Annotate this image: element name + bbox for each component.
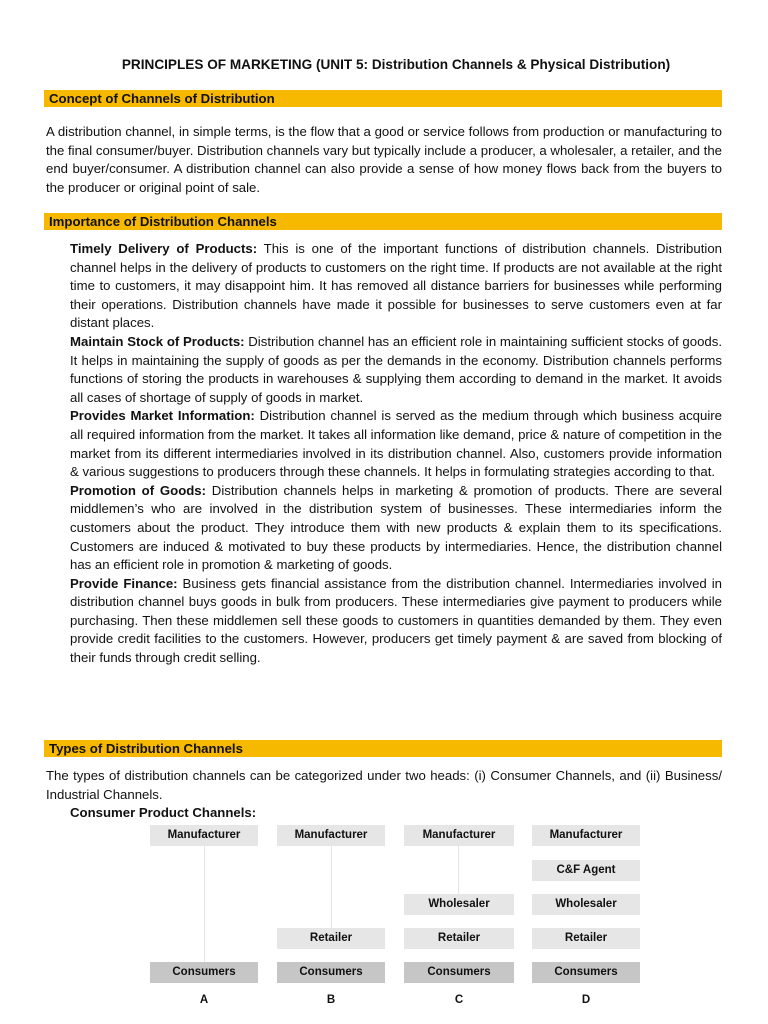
connector-b	[331, 846, 332, 928]
types-paragraph: The types of distribution channels can be categorized under two heads: (i) Consumer Channels, and (ii) Business/ Industrial Channels.	[46, 768, 722, 802]
item-text: This is one of the important functions of distribution channels. Distribution channel helps in the delivery of products to customers on the right time. If products are not available at the right time to customers, it may disappoint him. It has removed all distance barriers for businesses while performing their operations. Distribution channels have made it possible for businesses to serve customers even at far distant places.	[70, 241, 722, 331]
item-label: Timely Delivery of Products:	[70, 241, 258, 256]
list-item	[70, 407, 722, 481]
column-label-c: C	[454, 994, 464, 1006]
item-text: Business gets financial assistance from the distribution channel. Intermediaries involved in distribution channel buys goods in bulk from producers. These intermediaries give payment to producers while purchasing. Then these middlemen sell these goods to customers in quantities demanded by them. They even provide credit facilities to the customers. However, producers get timely payment & are saved from blocking of their funds through credit selling.	[70, 575, 722, 666]
box-consumers-a: Consumers	[150, 962, 258, 983]
box-retailer-c: Retailer	[404, 928, 514, 949]
page-title: PRINCIPLES OF MARKETING (UNIT 5: Distribution Channels & Physical Distribution)	[121, 57, 671, 72]
box-manufacturer-d: Manufacturer	[532, 825, 640, 846]
list-item	[70, 240, 722, 333]
item-label: Provides Market Information:	[70, 408, 255, 424]
box-consumers-c: Consumers	[404, 962, 514, 983]
section-heading-types: Types of Distribution Channels	[44, 740, 722, 757]
item-text: Distribution channels helps in marketing & promotion of products. There are several middlemen’s who are involved in the distribution system of businesses. These intermediaries inform the customers about the product. They introduce them with new products & explain them to its specifications. Customers are induced & motivated to buy these products by intermediaries. Hence, the distribution channel has an efficient role in promotion & marketing of goods.	[70, 482, 723, 573]
column-label-a: A	[199, 994, 209, 1006]
list-item	[70, 482, 722, 575]
connector-c	[458, 846, 459, 894]
section-heading-concept: Concept of Channels of Distribution	[44, 90, 722, 107]
box-cf-agent-d: C&F Agent	[532, 860, 640, 881]
importance-list	[70, 240, 722, 668]
box-wholesaler-d: Wholesaler	[532, 894, 640, 915]
box-wholesaler-c: Wholesaler	[404, 894, 514, 915]
consumer-channels-heading: Consumer Product Channels:	[70, 805, 257, 820]
box-retailer-d: Retailer	[532, 928, 640, 949]
item-label: Maintain Stock of Products:	[70, 333, 245, 349]
connector-a	[204, 846, 205, 962]
concept-paragraph: A distribution channel, in simple terms, is the flow that a good or service follows from production or manufacturing to the final consumer/buyer. Distribution channels vary but typically include a producer, a wholesaler, a retailer, and the end buyer/consumer. A distribution channel can also provide a sense of how money flows back from the buyers to the producer or original point of sale.	[46, 124, 722, 195]
item-label: Promotion of Goods:	[70, 482, 207, 498]
box-manufacturer-b: Manufacturer	[277, 825, 385, 846]
box-manufacturer-a: Manufacturer	[150, 825, 258, 846]
box-consumers-d: Consumers	[532, 962, 640, 983]
list-item	[70, 333, 722, 407]
box-consumers-b: Consumers	[277, 962, 385, 983]
item-text: Distribution channel is served as the medium through which business acquire all required information from the market. It takes all information like demand, price & nature of competition in the market from its different intermediaries involved in its distribution channel. Also, customers provide information & various suggestions to producers through these channels. It helps in formulating strategies according to that.	[70, 408, 722, 480]
column-label-b: B	[326, 994, 336, 1006]
box-manufacturer-c: Manufacturer	[404, 825, 514, 846]
list-item	[70, 575, 722, 668]
column-label-d: D	[581, 994, 591, 1006]
item-text: Distribution channel has an efficient role in maintaining sufficient stocks of goods. It helps in maintaining the supply of goods as per the demands in the economy. Distribution channels performs functions of storing the products in warehouses & supplying them according to demand in the market. It avoids all cases of shortage of supply of goods in market.	[70, 333, 722, 405]
item-label: Provide Finance:	[70, 575, 178, 591]
box-retailer-b: Retailer	[277, 928, 385, 949]
section-heading-importance: Importance of Distribution Channels	[44, 213, 722, 230]
